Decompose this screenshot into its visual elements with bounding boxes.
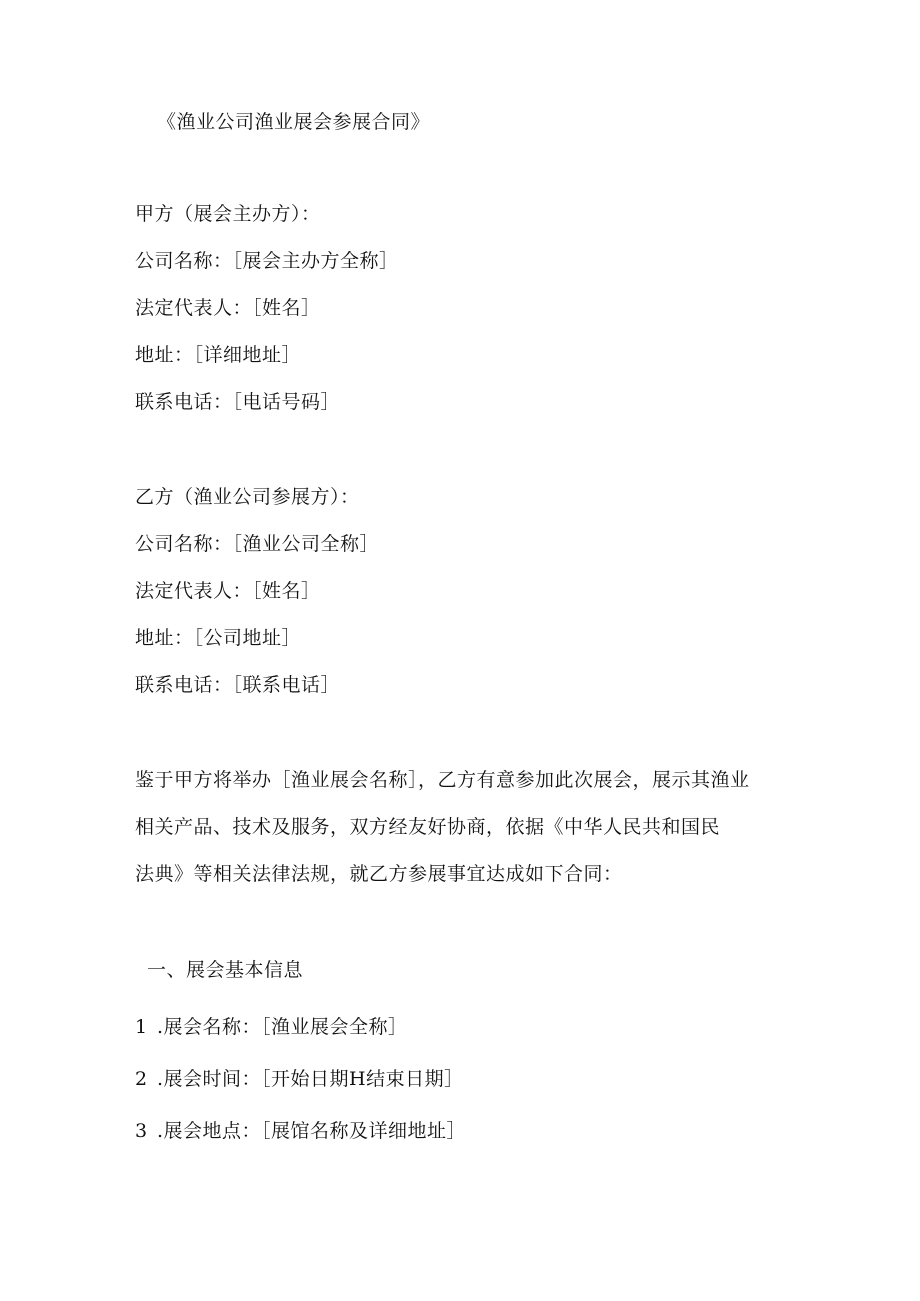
party-b-company: 公司名称：［渔业公司全称］ (135, 533, 380, 555)
preamble-line: 法典》等相关法律法规，就乙方参展事宜达成如下合同： (135, 863, 623, 885)
list-item (135, 1119, 466, 1143)
document-title: 《渔业公司渔业展会参展合同》 (157, 111, 431, 133)
party-b-address: 地址：［公司地址］ (135, 627, 302, 649)
list-item-text: .展会时间：［开始日期H结束日期］ (157, 1068, 464, 1090)
list-item (135, 1015, 408, 1039)
party-a-address: 地址：［详细地址］ (135, 344, 302, 366)
party-a-heading: 甲方（展会主办方）： (135, 203, 321, 225)
party-a-representative: 法定代表人：［姓名］ (135, 297, 321, 319)
party-a-phone: 联系电话：［电话号码］ (135, 391, 341, 413)
list-item (135, 1067, 464, 1091)
list-item-number: 3 (135, 1120, 148, 1142)
preamble-line: 相关产品、技术及服务，双方经友好协商，依据《中华人民共和国民 (135, 816, 721, 838)
party-b-heading: 乙方（渔业公司参展方）： (135, 486, 360, 508)
list-item-number: 1 (135, 1016, 148, 1038)
section-heading: 一、展会基本信息 (147, 959, 304, 981)
list-item-number: 2 (135, 1068, 148, 1090)
party-b-phone: 联系电话：［联系电话］ (135, 674, 341, 696)
party-b-representative: 法定代表人：［姓名］ (135, 580, 321, 602)
preamble-line: 鉴于甲方将举办［渔业展会名称］，乙方有意参加此次展会，展示其渔业 (135, 769, 750, 791)
party-a-company: 公司名称：［展会主办方全称］ (135, 250, 399, 272)
list-item-text: .展会地点：［展馆名称及详细地址］ (157, 1120, 467, 1142)
list-item-text: .展会名称：［渔业展会全称］ (157, 1016, 408, 1038)
